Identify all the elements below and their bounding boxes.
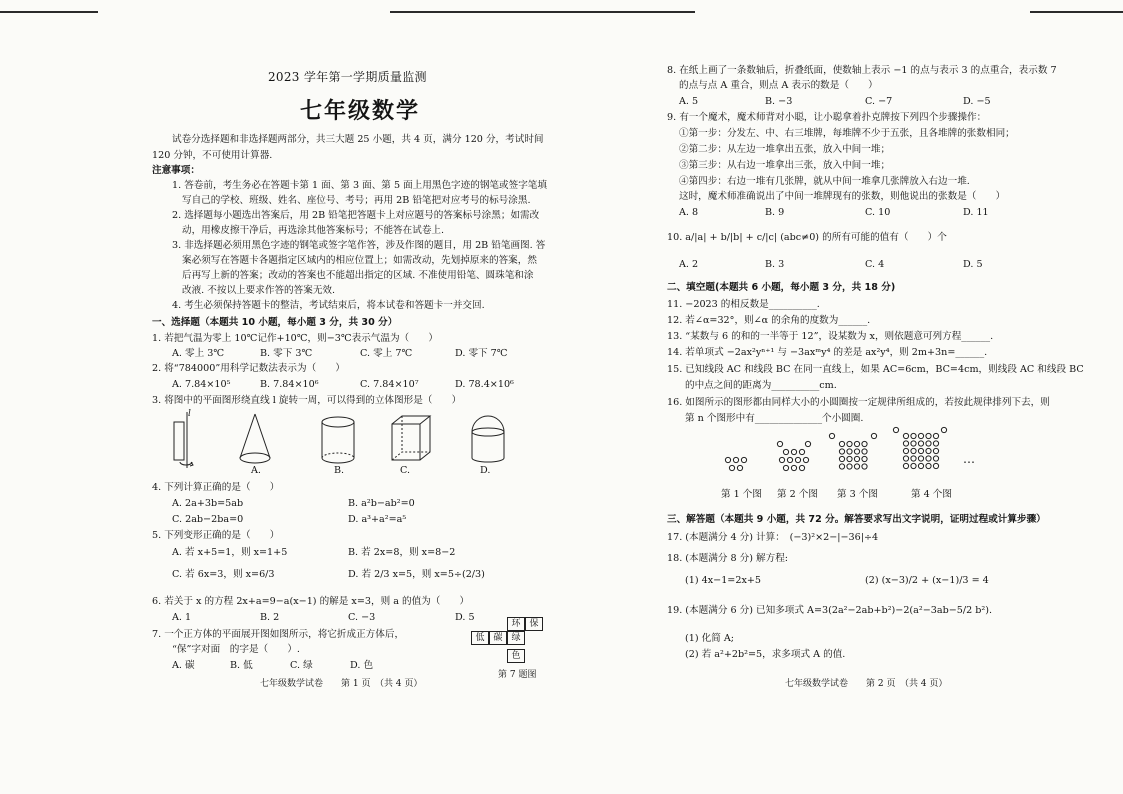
pattern-circle xyxy=(839,441,844,446)
pattern-circle xyxy=(918,456,923,461)
cylinder-figure xyxy=(322,417,354,463)
q19-part-2: (2) 若 a²+2b²=5，求多项式 A 的值. xyxy=(685,649,846,660)
pattern-circle xyxy=(871,433,876,438)
pattern-circle xyxy=(933,448,938,453)
question-15-line-1: 15. 已知线段 AC 和线段 BC 在同一直线上，如果 AC=6cm，BC=4cm，则线段 AC 和线段 BC xyxy=(667,364,1084,375)
notes-title: 注意事项： xyxy=(152,165,200,176)
axis-label-l: l xyxy=(188,409,191,419)
question-8-line-2: 的点与点 A 重合，则点 A 表示的数是（ ） xyxy=(679,80,878,91)
page-2-footer: 七年级数学试卷 第 2 页 （共 4 页） xyxy=(785,679,948,689)
pattern-circle xyxy=(847,441,852,446)
q10-option-d: D. 5 xyxy=(963,259,983,270)
question-16-line-2: 第 n 个图形中有______________个小圆圈. xyxy=(685,413,864,424)
note-line: 后再写上新的答案；改动的答案也不能超出指定的区域. 不准使用铅笔、圆珠笔和涂 xyxy=(182,270,534,281)
net-cell: 碳 xyxy=(489,631,507,645)
question-9: 9. 有一个魔术，魔术师背对小聪，让小聪拿着扑克牌按下列四个步骤操作： xyxy=(667,112,987,123)
pattern-circle xyxy=(799,449,804,454)
question-2: 2. 将“784000”用科学记数法表示为（ ） xyxy=(152,363,345,374)
q7-option-c: C. 绿 xyxy=(290,660,313,671)
pattern-circle xyxy=(911,433,916,438)
section-3-title: 三、解答题（本题共 9 小题，共 72 分。解答要求写出文字说明，证明过程或计算步骤） xyxy=(667,514,1046,525)
pattern-circle xyxy=(903,463,908,468)
question-12: 12. 若∠α=32°，则∠α 的余角的度数为______. xyxy=(667,315,871,326)
note-line: 动，用橡皮擦干净后，再选涂其他答案标号；不能答在试卷上. xyxy=(182,225,445,236)
pattern-circle xyxy=(893,427,898,432)
pattern-circle xyxy=(791,465,796,470)
pattern-circle xyxy=(926,433,931,438)
pattern-circle xyxy=(783,449,788,454)
q7-option-d: D. 色 xyxy=(350,660,374,671)
pattern-circle xyxy=(903,441,908,446)
net-cell: 环 xyxy=(507,617,525,631)
question-15-line-2: 的中点之间的距离为__________cm. xyxy=(685,380,837,391)
pattern-circle xyxy=(933,456,938,461)
pattern-circle xyxy=(862,464,867,469)
question-6: 6. 若关于 x 的方程 2x+a=9−a(x−1) 的解是 x=3，则 a 的值为（ ） xyxy=(152,596,470,607)
pattern-circle xyxy=(839,456,844,461)
cuboid-figure xyxy=(392,416,430,460)
q5-option-c: C. 若 6x=3，则 x=6/3 xyxy=(172,569,275,580)
pattern-circle xyxy=(926,456,931,461)
question-10: 10. a/|a| + b/|b| + c/|c| (abc≠0) 的所有可能的值有（ ）个 xyxy=(667,232,947,243)
plane-figure xyxy=(174,412,193,468)
fig-caption: 第 1 个图 xyxy=(721,489,762,500)
q2-option-d: D. 78.4×10⁶ xyxy=(455,379,514,390)
q9-step: ④第四步：右边一堆有几张牌，就从中间一堆拿几张牌放入右边一堆. xyxy=(679,176,970,187)
pattern-circle xyxy=(725,457,730,462)
q3-label-d: D. xyxy=(480,465,491,476)
q7-figure-caption: 第 7 题图 xyxy=(498,670,537,680)
pattern-circle xyxy=(854,449,859,454)
pattern-circle xyxy=(787,457,792,462)
pattern-circle xyxy=(911,456,916,461)
q4-option-b: B. a²b−ab²=0 xyxy=(348,498,415,509)
pattern-circle xyxy=(854,464,859,469)
fig-caption: 第 3 个图 xyxy=(837,489,878,500)
pattern-circle xyxy=(911,463,916,468)
fig-caption: 第 4 个图 xyxy=(911,489,952,500)
question-16-line-1: 16. 如图所示的图形都由同样大小的小圆圈按一定规律所组成的，若按此规律排列下去，则 xyxy=(667,397,1050,408)
note-line: 4. 考生必须保持答题卡的整洁，考试结束后，将本试卷和答题卡一并交回. xyxy=(172,300,485,311)
pattern-circle xyxy=(777,441,782,446)
q5-option-a: A. 若 x+5=1，则 x=1+5 xyxy=(172,547,288,558)
pattern-circle xyxy=(926,463,931,468)
cone-figure xyxy=(240,414,270,463)
q9-step: ②第二步：从左边一堆拿出五张，放入中间一堆； xyxy=(679,144,891,155)
q1-option-b: B. 零下 3℃ xyxy=(260,348,313,359)
question-3: 3. 将图中的平面图形绕直线 l 旋转一周，可以得到的立体图形是（ ） xyxy=(152,395,462,406)
question-7-line-1: 7. 一个正方体的平面展开图如图所示，将它折成正方体后， xyxy=(152,629,405,640)
pattern-circle xyxy=(854,441,859,446)
pattern-circle xyxy=(903,456,908,461)
question-11: 11. −2023 的相反数是__________. xyxy=(667,299,820,310)
pattern-circle xyxy=(933,433,938,438)
pattern-circle xyxy=(737,465,742,470)
pattern-circle xyxy=(839,449,844,454)
circle-pattern-figures xyxy=(720,428,980,478)
q10-option-c: C. 4 xyxy=(865,259,885,270)
note-line: 改液. 不按以上要求作答的答案无效. xyxy=(182,285,336,296)
q9-step: ③第三步：从右边一堆拿出三张，放入中间一堆； xyxy=(679,160,891,171)
pattern-circle xyxy=(911,441,916,446)
pattern-circle xyxy=(862,441,867,446)
q1-option-c: C. 零上 7℃ xyxy=(360,348,413,359)
question-18: 18. (本题满分 8 分) 解方程: xyxy=(667,553,789,564)
q5-option-b: B. 若 2x=8，则 x=8−2 xyxy=(348,547,456,558)
pattern-circle xyxy=(783,465,788,470)
top-border-left xyxy=(0,11,98,13)
pattern-circle xyxy=(911,448,916,453)
net-cell: 色 xyxy=(507,649,525,663)
pattern-circle xyxy=(918,433,923,438)
pattern-circle xyxy=(854,456,859,461)
note-line: 写自己的学校、班级、姓名、座位号、考号；再用 2B 铅笔把对应考号的标号涂黑. xyxy=(182,195,531,206)
pattern-circle xyxy=(729,465,734,470)
q9-option-d: D. 11 xyxy=(963,207,989,218)
q10-option-b: B. 3 xyxy=(765,259,785,270)
question-7-line-2: “保”字对面 的字是（ ）. xyxy=(172,644,300,655)
pattern-circle xyxy=(918,441,923,446)
pattern-circle xyxy=(803,457,808,462)
note-line: 1. 答卷前，考生务必在答题卡第 1 面、第 3 面、第 5 面上用黑色字迹的钢笔或签字笔填 xyxy=(172,180,547,191)
pattern-circle xyxy=(847,456,852,461)
q3-label-a: A. xyxy=(251,465,261,476)
page-1 xyxy=(150,0,555,794)
q5-option-d: D. 若 2/3 x=5，则 x=5÷(2/3) xyxy=(348,569,485,580)
q9-option-c: C. 10 xyxy=(865,207,891,218)
pattern-circle xyxy=(903,433,908,438)
pattern-circle xyxy=(933,463,938,468)
q3-label-b: B. xyxy=(334,465,345,476)
pattern-circle xyxy=(941,427,946,432)
q2-option-a: A. 7.84×10⁵ xyxy=(172,379,231,390)
q8-option-d: D. −5 xyxy=(963,96,991,107)
q2-option-b: B. 7.84×10⁶ xyxy=(260,379,319,390)
capsule-figure xyxy=(472,416,504,462)
pattern-circle xyxy=(926,441,931,446)
section-2-title: 二、填空题(本题共 6 小题，每小题 3 分，共 18 分) xyxy=(667,282,896,293)
question-19: 19. (本题满分 6 分) 已知多项式 A=3(2a²−2ab+b²)−2(a²−3ab−5/2 b²). xyxy=(667,605,993,616)
pattern-circle xyxy=(862,449,867,454)
intro-line-2: 120 分钟，不可使用计算器. xyxy=(152,150,273,161)
pattern-circle xyxy=(847,449,852,454)
q6-option-d: D. 5 xyxy=(455,612,475,623)
note-line: 案必须写在答题卡各题指定区域内的相应位置上；如需改动，先划掉原来的答案，然 xyxy=(182,255,537,266)
q9-step: 这时，魔术师准确说出了中间一堆牌现有的张数，则他说出的张数是（ ） xyxy=(679,191,1006,202)
section-1-title: 一、选择题（本题共 10 小题，每小题 3 分，共 30 分） xyxy=(152,317,398,328)
pattern-circle xyxy=(918,448,923,453)
q4-option-a: A. 2a+3b=5ab xyxy=(172,498,244,509)
q7-option-b: B. 低 xyxy=(230,660,253,671)
pattern-circle xyxy=(903,448,908,453)
net-cell: 绿 xyxy=(507,631,525,645)
q10-option-a: A. 2 xyxy=(679,259,699,270)
exam-header: 2023 学年第一学期质量监测 xyxy=(268,70,427,84)
q6-option-a: A. 1 xyxy=(172,612,192,623)
pattern-circle xyxy=(847,464,852,469)
q7-option-a: A. 碳 xyxy=(172,660,195,671)
page-2 xyxy=(665,0,1084,794)
q18-part-2: (2) (x−3)/2 + (x−1)/3 = 4 xyxy=(865,575,989,586)
net-cell: 低 xyxy=(471,631,489,645)
pattern-circle xyxy=(795,457,800,462)
q9-option-a: A. 8 xyxy=(679,207,699,218)
q4-option-c: C. 2ab−2ba=0 xyxy=(172,514,244,525)
q2-option-c: C. 7.84×10⁷ xyxy=(360,379,419,390)
question-4: 4. 下列计算正确的是（ ） xyxy=(152,482,280,493)
q1-option-a: A. 零上 3℃ xyxy=(172,348,225,359)
q4-option-d: D. a³+a²=a⁵ xyxy=(348,514,407,525)
fig-caption: 第 2 个图 xyxy=(777,489,818,500)
pattern-circle xyxy=(839,464,844,469)
question-17: 17. (本题满分 4 分) 计算： (−3)²×2−|−36|÷4 xyxy=(667,532,879,543)
pattern-circle xyxy=(862,456,867,461)
q8-option-b: B. −3 xyxy=(765,96,793,107)
q18-part-1: (1) 4x−1=2x+5 xyxy=(685,575,761,586)
q9-option-b: B. 9 xyxy=(765,207,785,218)
q8-option-c: C. −7 xyxy=(865,96,893,107)
question-8-line-1: 8. 在纸上画了一条数轴后，折叠纸面，使数轴上表示 −1 的点与表示 3 的点重合，表示数 7 xyxy=(667,65,1057,76)
pattern-circle xyxy=(829,433,834,438)
pattern-circle xyxy=(779,457,784,462)
question-13: 13. “某数与 6 的和的一半等于 12”，设某数为 x，则依题意可列方程______. xyxy=(667,331,994,342)
question-14: 14. 若单项式 −2ax²yⁿ⁺¹ 与 −3axᵐy⁴ 的差是 ax²y⁴，则 2m+3n=______. xyxy=(667,347,988,358)
pattern-circle xyxy=(799,465,804,470)
question-1: 1. 若把气温为零上 10℃记作+10℃，则−3℃表示气温为（ ） xyxy=(152,333,438,344)
q3-label-c: C. xyxy=(400,465,411,476)
q6-option-b: B. 2 xyxy=(260,612,280,623)
q6-option-c: C. −3 xyxy=(348,612,376,623)
note-line: 3. 非选择题必须用黑色字迹的钢笔或签字笔作答，涉及作图的题目，用 2B 铅笔画图. 答 xyxy=(172,240,546,251)
q9-step: ①第一步：分发左、中、右三堆牌，每堆牌不少于五张，且各堆牌的张数相同； xyxy=(679,128,1015,139)
pattern-circle xyxy=(733,457,738,462)
q1-option-d: D. 零下 7℃ xyxy=(455,348,508,359)
q8-option-a: A. 5 xyxy=(679,96,699,107)
note-line: 2. 选择题每小题选出答案后，用 2B 铅笔把答题卡上对应题号的答案标号涂黑；如需改 xyxy=(172,210,540,221)
pattern-circle xyxy=(791,449,796,454)
page-1-footer: 七年级数学试卷 第 1 页 （共 4 页） xyxy=(260,679,423,689)
exam-title: 七年级数学 xyxy=(300,99,421,124)
pattern-circle xyxy=(805,441,810,446)
intro-line-1: 试卷分选择题和非选择题两部分，共三大题 25 小题，共 4 页，满分 120 分，考试时间 xyxy=(172,134,544,145)
q19-part-1: (1) 化简 A; xyxy=(685,633,735,644)
net-cell: 保 xyxy=(525,617,543,631)
pattern-ellipsis: … xyxy=(963,452,975,466)
pattern-circle xyxy=(918,463,923,468)
pattern-circle xyxy=(926,448,931,453)
pattern-circle xyxy=(933,441,938,446)
question-5: 5. 下列变形正确的是（ ） xyxy=(152,530,280,541)
pattern-circle xyxy=(741,457,746,462)
